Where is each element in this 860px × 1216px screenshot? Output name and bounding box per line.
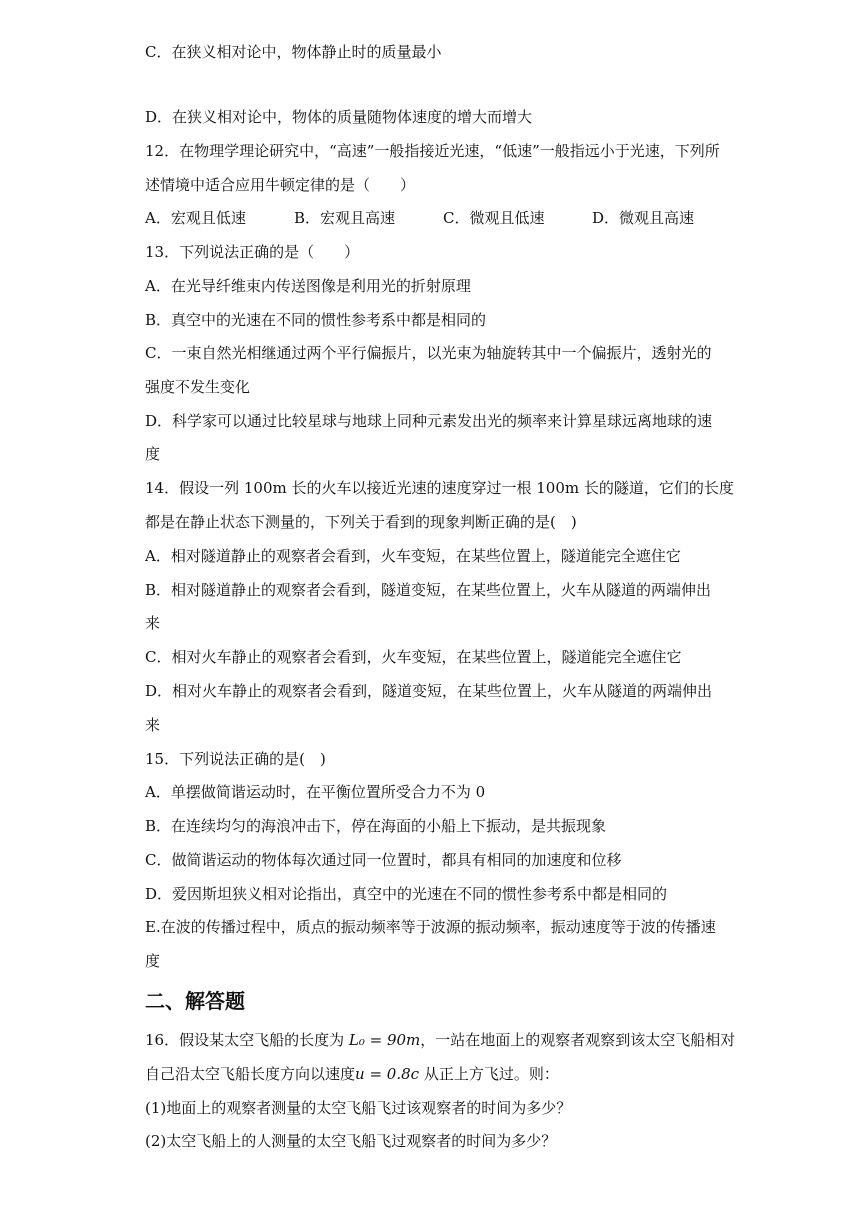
- q15-option-c: C．做简谐运动的物体每次通过同一位置时，都具有相同的加速度和位移: [145, 851, 622, 869]
- q15-option-b: B．在连续均匀的海浪冲击下，停在海面的小船上下振动，是共振现象: [145, 817, 607, 835]
- q15-option-e-line2: 度: [145, 952, 161, 970]
- q13-option-d-line1: D．科学家可以通过比较星球与地球上同种元素发出光的频率来计算星球远离地球的速: [145, 412, 713, 430]
- q12-option-d: D．微观且高速: [592, 209, 695, 227]
- q13-option-d-line2: 度: [145, 445, 161, 463]
- q14-stem-line1: 14．假设一列 100m 长的火车以接近光速的速度穿过一根 100m 长的隧道，它们的长度: [145, 479, 734, 497]
- q16-length-formula: L₀ = 90m: [348, 1031, 421, 1049]
- q11-option-c: C．在狭义相对论中，物体静止时的质量最小: [145, 43, 442, 61]
- q15-option-a: A．单摆做简谐运动时，在平衡位置所受合力不为 0: [145, 783, 486, 801]
- q13-option-a: A．在光导纤维束内传送图像是利用光的折射原理: [145, 277, 471, 295]
- q14-option-a: A．相对隧道静止的观察者会看到，火车变短，在某些位置上，隧道能完全遮住它: [145, 547, 681, 565]
- q14-option-c: C．相对火车静止的观察者会看到，火车变短，在某些位置上，隧道能完全遮住它: [145, 648, 682, 666]
- q12-option-a: A．宏观且低速: [145, 209, 246, 227]
- q12-option-c: C．微观且低速: [443, 209, 545, 227]
- q11-option-d: D．在狭义相对论中，物体的质量随物体速度的增大而增大: [145, 108, 533, 126]
- q14-option-d-line2: 来: [145, 716, 161, 734]
- q15-option-d: D．爱因斯坦狭义相对论指出，真空中的光速在不同的惯性参考系中都是相同的: [145, 885, 668, 903]
- q13-option-c-line2: 强度不发生变化: [145, 378, 251, 396]
- section-heading: 二、解答题: [145, 989, 245, 1013]
- q16-subquestion-1: (1)地面上的观察者测量的太空飞船飞过该观察者的时间为多少？: [145, 1099, 572, 1117]
- q13-option-c-line1: C．一束自然光相继通过两个平行偏振片，以光束为轴旋转其中一个偏振片，透射光的: [145, 344, 712, 362]
- q13-option-b: B．真空中的光速在不同的惯性参考系中都是相同的: [145, 311, 487, 329]
- q14-stem-line2: 都是在静止状态下测量的，下列关于看到的现象判断正确的是( ): [145, 513, 577, 531]
- q12-options: [145, 208, 694, 228]
- q12-stem-line2: 述情境中适合应用牛顿定律的是（ ）: [145, 176, 416, 194]
- q16-stem-line1: 16．假设某太空飞船的长度为 L₀ = 90m，一站在地面上的观察者观察到该太空飞船相对: [145, 1031, 736, 1049]
- q16-stem-line2: 自己沿太空飞船长度方向以速度u = 0.8c 从正上方飞过。则：: [145, 1065, 559, 1083]
- q15-option-e-line1: E.在波的传播过程中，质点的振动频率等于波源的振动频率，振动速度等于波的传播速: [145, 918, 716, 936]
- q16-speed-formula: u = 0.8c: [355, 1065, 420, 1083]
- q14-option-d-line1: D．相对火车静止的观察者会看到，隧道变短，在某些位置上，火车从隧道的两端伸出: [145, 682, 713, 700]
- q14-option-b-line2: 来: [145, 614, 161, 632]
- q12-option-b: B．宏观且高速: [294, 209, 396, 227]
- q13-stem: 13．下列说法正确的是（ ）: [145, 243, 360, 261]
- q15-stem: 15．下列说法正确的是( ): [145, 750, 326, 768]
- q14-option-b-line1: B．相对隧道静止的观察者会看到，隧道变短，在某些位置上，火车从隧道的两端伸出: [145, 581, 712, 599]
- q12-stem-line1: 12．在物理学理论研究中，“高速”一般指接近光速，“低速”一般指远小于光速，下列所: [145, 142, 720, 160]
- q16-subquestion-2: (2)太空飞船上的人测量的太空飞船飞过观察者的时间为多少？: [145, 1132, 557, 1150]
